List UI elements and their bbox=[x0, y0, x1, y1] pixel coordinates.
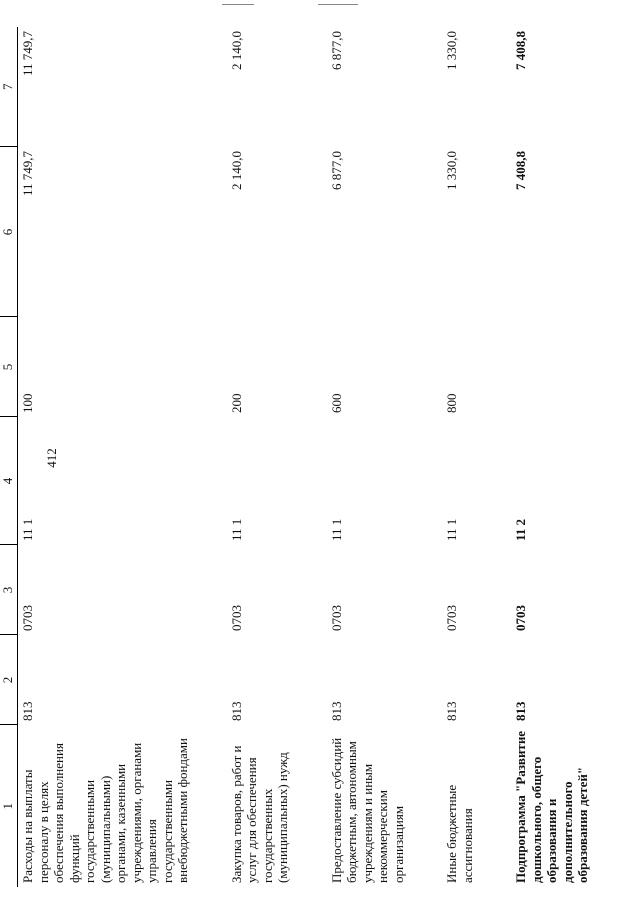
row-amount-7: 7 408,8 bbox=[513, 31, 528, 70]
column-header-1: 1 bbox=[0, 725, 18, 887]
column-header-7: 7 bbox=[0, 27, 18, 147]
row-name: Иные бюджетные ассигнования bbox=[444, 784, 475, 883]
row-code-4: 11 1 bbox=[20, 518, 35, 541]
row-code-2: 813 bbox=[228, 701, 244, 721]
row-name: Предоставление субсидий бюджетным, автономным учреждениям и иным некоммерческим организациям bbox=[328, 737, 406, 883]
column-header-6: 6 bbox=[0, 147, 18, 317]
row-code-2: 813 bbox=[20, 701, 35, 721]
row-code-5: 200 bbox=[228, 393, 244, 413]
rotated-sheet bbox=[0, 27, 590, 887]
row-spacer bbox=[293, 27, 327, 887]
row-spacer bbox=[477, 27, 511, 887]
row-name: Подпрограмма "Развитие дошкольного, общего образования и дополнительного образования детей" bbox=[513, 730, 590, 883]
row-code-4: 11 1 bbox=[328, 518, 344, 541]
row-name: Расходы на выплаты персоналу в целях обеспечения выполнения функций государственными (муниципальными) органами, казенными учреждениями, органами управления государственными внебюджетными фондами bbox=[20, 738, 190, 883]
row-spacer bbox=[408, 27, 442, 887]
row-code-3: 0703 bbox=[513, 605, 528, 631]
page-number: 412 bbox=[44, 448, 59, 468]
table-row bbox=[442, 27, 477, 887]
row-code-2: 813 bbox=[328, 701, 344, 721]
row-code-5: 100 bbox=[20, 393, 35, 413]
row-code-4: 11 1 bbox=[228, 518, 244, 541]
row-amount-6: 6 877,0 bbox=[328, 151, 344, 190]
row-code-5 bbox=[511, 317, 593, 417]
table-row bbox=[18, 27, 193, 887]
column-header-4: 4 bbox=[0, 417, 18, 545]
row-amount-6: 2 140,0 bbox=[228, 151, 244, 190]
row-spacer bbox=[193, 27, 227, 887]
row-code-3: 0703 bbox=[228, 605, 244, 631]
row-amount-7: 11 749,7 bbox=[20, 31, 35, 77]
row-amount-6: 1 330,0 bbox=[444, 151, 459, 190]
header-row bbox=[0, 27, 18, 887]
table-row-subprogram bbox=[511, 27, 593, 887]
column-header-3: 3 bbox=[0, 545, 18, 635]
row-code-4: 11 2 bbox=[513, 518, 528, 541]
column-header-2: 2 bbox=[0, 635, 18, 725]
row-amount-6: 11 749,7 bbox=[20, 151, 35, 197]
table-row bbox=[227, 27, 293, 887]
column-header-5: 5 bbox=[0, 317, 18, 417]
budget-table bbox=[0, 27, 593, 887]
row-amount-7: 1 330,0 bbox=[444, 31, 459, 70]
row-code-5: 600 bbox=[328, 393, 344, 413]
row-code-2: 813 bbox=[444, 701, 459, 721]
table-row bbox=[327, 27, 409, 887]
row-amount-6: 7 408,8 bbox=[513, 151, 528, 190]
row-code-4: 11 1 bbox=[444, 518, 459, 541]
row-amount-7: 6 877,0 bbox=[328, 31, 344, 70]
row-code-3: 0703 bbox=[20, 605, 35, 631]
row-code-3: 0703 bbox=[444, 605, 459, 631]
row-code-5: 800 bbox=[444, 393, 459, 413]
row-amount-7: 2 140,0 bbox=[228, 31, 244, 70]
scan-edge-marks bbox=[0, 0, 640, 8]
row-name: Закупка товаров, работ и услуг для обеспечения государственных (муниципальных) нужд bbox=[228, 745, 290, 883]
row-code-3: 0703 bbox=[328, 605, 344, 631]
row-code-2: 813 bbox=[513, 701, 528, 721]
